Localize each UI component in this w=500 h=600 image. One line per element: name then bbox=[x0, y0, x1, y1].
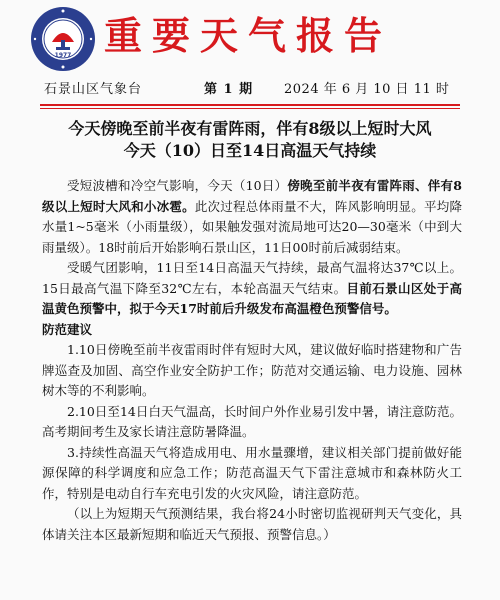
paragraph-2-bold: 目前石景山区处于高温黄色预警中，拟于今天17时前后升级发布高温橙色预警信号。 bbox=[42, 280, 462, 316]
headline bbox=[30, 118, 470, 162]
advice-item-3: 3.持续性高温天气将造成用电、用水量骤增，建议相关部门提前做好能源保障的科学调度和应急工作；防范高温天气下雷注意城市和森林防火工作，特别是电动自行车充电引发的火灾风险，请注意防范。 bbox=[42, 444, 462, 501]
paragraph-1-text: 受短波槽和冷空气影响，今天（10日） bbox=[67, 178, 288, 193]
advice-heading: 防范建议 bbox=[42, 321, 93, 337]
issue-time: 2024 年 6 月 10 日 11 时 bbox=[284, 82, 450, 97]
report-header bbox=[0, 0, 500, 75]
report-body bbox=[42, 176, 462, 545]
paragraph-2-text: 受暖气团影响，11日至14日高温天气持续，最高气温将达37℃以上。15日最高气温下降至32℃左右，本轮高温天气结束。 bbox=[42, 260, 462, 296]
header-divider bbox=[40, 104, 460, 106]
bureau-logo-icon bbox=[30, 6, 96, 72]
paragraph-1-bold: 傍晚至前半夜有雷阵雨、伴有8级以上短时大风和小冰雹。 bbox=[42, 178, 462, 214]
headline-line-2: 今天（10）日至14日高温天气持续 bbox=[123, 141, 377, 160]
forecast-note: （以上为短期天气预测结果，我台将24小时密切监视研判天气变化，具体请关注本区最新短期和临近天气预报、预警信息。） bbox=[42, 506, 462, 542]
header-divider-thin bbox=[40, 108, 460, 109]
paragraph-1-text-2: 此次过程总体雨量不大，阵风影响明显。平均降水量1~5毫米（小雨量级），如果触发强对流局地可达20—30毫米（中到大雨量级）。18时前后开始影响石景山区，11日00时前后减弱结束。 bbox=[42, 198, 462, 255]
issuing-organization: 石景山区气象台 bbox=[44, 82, 143, 97]
issue-number: 第 1 期 bbox=[204, 82, 254, 97]
advice-item-2: 2.10日至14日白天气温高，长时间户外作业易引发中暑，请注意防范。高考期间考生及家长请注意防暑降温。 bbox=[42, 403, 462, 439]
advice-item-1: 1.10日傍晚至前半夜雷雨时伴有短时大风，建议做好临时搭建物和广告牌巡查及加固、高空作业安全防护工作；防范对交通运输、电力设施、园林树木等的不利影响。 bbox=[42, 342, 462, 398]
paragraph-1 bbox=[42, 176, 462, 258]
paragraph-2 bbox=[42, 258, 462, 320]
issue-info bbox=[44, 82, 460, 98]
logo-year: 1977 bbox=[54, 52, 72, 59]
page-title: 重要天气报告 bbox=[104, 13, 393, 58]
headline-line-1: 今天傍晚至前半夜有雷阵雨，伴有8级以上短时大风 bbox=[68, 119, 432, 138]
